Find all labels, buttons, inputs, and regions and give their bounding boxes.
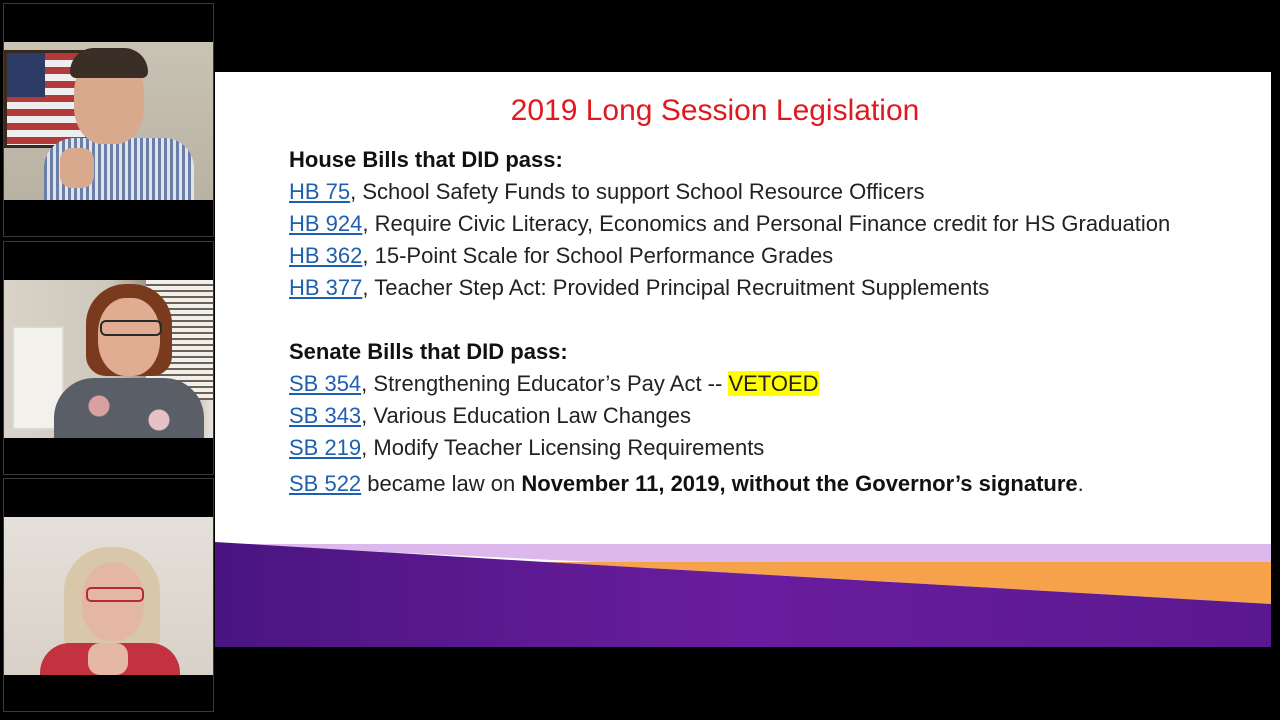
bill-desc: , 15-Point Scale for School Performance Grades <box>362 243 834 268</box>
slide-decoration <box>215 534 1271 647</box>
bill-line-hb924 <box>289 208 1170 240</box>
vetoed-highlight: VETOED <box>728 371 819 396</box>
bill-desc: , Teacher Step Act: Provided Principal Recruitment Supplements <box>362 275 990 300</box>
bill-link-sb343[interactable]: SB 343 <box>289 403 362 428</box>
shared-slide <box>215 72 1271 647</box>
participant-face <box>98 298 160 376</box>
bill-desc: , School Safety Funds to support School Resource Officers <box>350 179 925 204</box>
bill-link-hb377[interactable]: HB 377 <box>289 275 363 300</box>
participant-tile-1[interactable] <box>3 3 214 237</box>
bill-line-sb354 <box>289 368 1170 400</box>
bill-desc: , Modify Teacher Licensing Requirements <box>361 435 765 460</box>
participant-face <box>82 563 144 641</box>
bill-desc: , Strengthening Educator’s Pay Act -- <box>361 371 729 396</box>
bill-line-hb75 <box>289 176 1170 208</box>
bill-date-bold: November 11, 2019, without the Governor’s signature <box>521 471 1078 496</box>
glasses <box>100 320 162 336</box>
house-bills-heading: House Bills that DID pass: <box>289 147 563 172</box>
participant-tile-2[interactable] <box>3 241 214 475</box>
bill-desc: , Require Civic Literacy, Economics and Personal Finance credit for HS Graduation <box>362 211 1171 236</box>
participant-video-2 <box>4 280 213 438</box>
participant-hair <box>70 48 148 78</box>
glasses <box>86 587 144 602</box>
bill-desc: , Various Education Law Changes <box>361 403 691 428</box>
participant-hands <box>88 643 128 675</box>
participant-body <box>54 378 204 438</box>
bill-link-sb354[interactable]: SB 354 <box>289 371 362 396</box>
bill-link-hb75[interactable]: HB 75 <box>289 179 351 204</box>
participant-tile-3[interactable] <box>3 478 214 712</box>
slide-title: 2019 Long Session Legislation <box>510 94 920 127</box>
spacer <box>289 304 1170 336</box>
senate-bills-heading: Senate Bills that DID pass: <box>289 339 568 364</box>
slide-body <box>289 144 1170 500</box>
bill-link-hb362[interactable]: HB 362 <box>289 243 363 268</box>
bill-link-hb924[interactable]: HB 924 <box>289 211 363 236</box>
bill-line-hb377 <box>289 272 1170 304</box>
bill-line-hb362 <box>289 240 1170 272</box>
participant-video-3 <box>4 517 213 675</box>
bill-link-sb522[interactable]: SB 522 <box>289 471 362 496</box>
bill-end: . <box>1077 471 1084 496</box>
participant-hand <box>60 148 94 188</box>
bill-line-sb219 <box>289 432 1170 464</box>
bill-link-sb219[interactable]: SB 219 <box>289 435 362 460</box>
participant-video-1 <box>4 42 213 200</box>
bill-desc: became law on <box>361 471 522 496</box>
bill-line-sb343 <box>289 400 1170 432</box>
bill-line-sb522 <box>289 468 1170 500</box>
